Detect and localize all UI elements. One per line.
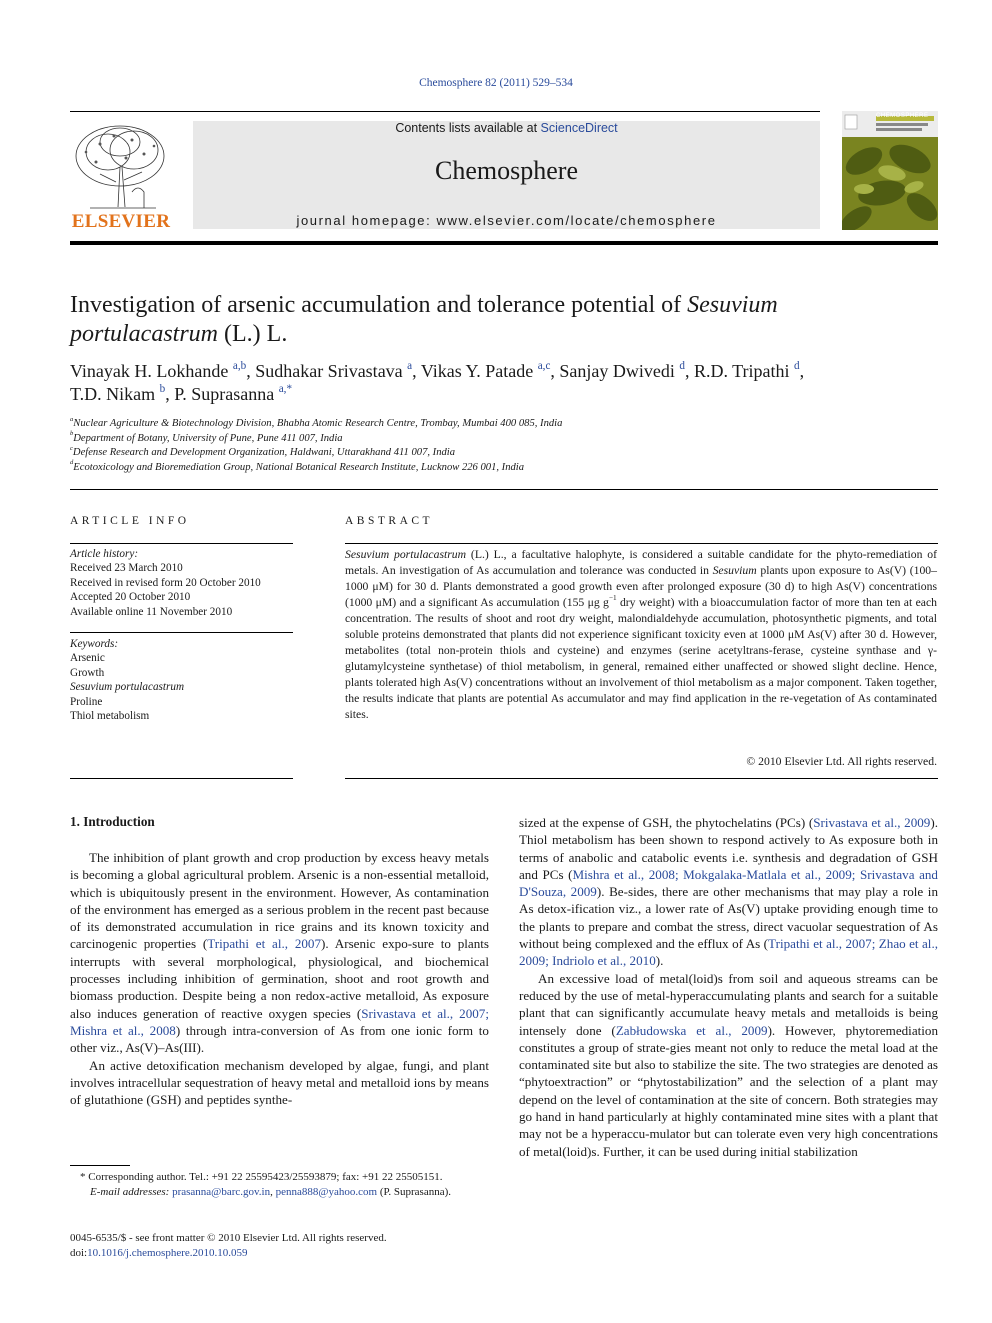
keyword: Growth (70, 666, 105, 679)
header-top-rule (70, 111, 820, 112)
affiliation-item: $^a$Nuclear Agriculture & Biotechnology Division, Bhabha Atomic Research Centre, Trombay, Mumbai 400 085, India (70, 415, 563, 429)
affiliations (70, 417, 940, 475)
sciencedirect-link[interactable]: ScienceDirect (540, 121, 618, 135)
author-list (70, 360, 940, 406)
journal-homepage[interactable]: journal homepage: www.elsevier.com/locate/chemosphere (296, 213, 717, 228)
citation-link[interactable]: Tripathi et al., 2007 (207, 936, 322, 952)
keyword: Arsenic (70, 652, 105, 665)
keyword: Thiol metabolism (70, 710, 150, 723)
paragraph: An excessive load of metal(loid)s from soil and aqueous streams can be reduced by the use of metal-hyperaccumulating plants and search for a suitable plant that can significantly accumulate heavy metals and metalloids is being intensely done (Zabłudowska et al., 2009). However, phytoremediation constitutes a group of strate-gies meant not only to reduce the metal load at the contaminated site but also to stabilize the site. The two strategies are denoted as “phytoextraction” or “phytostabilization” and the selection of a plant may depend on the level of contamination at the site of concern. Both strategies may go hand in hand particularly at highly contaminated mine sites with a plant that may not be a hyperaccu-mulator but can tolerate even very high concentrations of metal(loid)s. Further, it can be used during initial stabilization (519, 970, 939, 1159)
issn-line: 0045-6535/$ - see front matter © 2010 Elsevier Ltd. All rights reserved. (70, 1232, 387, 1244)
doi-line: doi:10.1016/j.chemosphere.2010.10.059 (70, 1247, 248, 1259)
journal-cover-image (842, 111, 938, 230)
doi-link[interactable]: 10.1016/j.chemosphere.2010.10.059 (87, 1247, 248, 1259)
paragraph: The inhibition of plant growth and crop production by excess heavy metals is becoming a global agricultural problem. Arsenic is a non-essential metalloid, which is ubiquitously present in the environment. However, As contamination of the environment has emerged as a serious problem in the recent past because of its demonstrated accumulation in rice grains and its known toxicity and carcinogenic properties (Tripathi et al., 2007). Arsenic expo-sure to plants interrupts with several morphological, physiological, and biochemical processes including inhibition of germination, shoot and root growth and biomass production. Despite being a non redox-active metalloid, As exposure also induces generation of reactive oxygen species (Srivastava et al., 2007; Mishra et al., 2008) through intra-conversion of As from one ionic form to other viz., As(V)–As(III). (70, 850, 489, 1056)
tree-icon (70, 122, 172, 214)
keywords (70, 637, 292, 723)
author: T.D. Nikam $^b$, (70, 382, 175, 404)
author: Vinayak H. Lokhande $^{a,b}$, (70, 359, 256, 381)
article-history (70, 547, 292, 619)
paragraph: An active detoxification mechanism developed by algae, fungi, and plant involves intracellular sequestration of heavy metal and metalloid ions by means of glutathione (GSH) and peptides synthe- (70, 1057, 489, 1108)
email-link[interactable]: penna888@yahoo.com (275, 1186, 378, 1198)
keyword: Sesuvium portulacastrum (70, 681, 185, 694)
abstract-rule (345, 543, 938, 544)
author: P. Suprasanna $^{a,*}$ (174, 382, 293, 404)
footnote-rule (70, 1165, 130, 1166)
abstract-text: Sesuvium portulacastrum (L.) L., a facultative halophyte, is considered a suitable candidate for the phyto-remediation of metals. An investigation of As accumulation and tolerance was conducted in Sesuvium plants upon exposure to As(V) (100–1000 μM) for 30 d. Plants demonstrated a good growth even after prolonged exposure (30 d) to high As(V) concentrations (1000 μM) and a significant As accumulation (155 μg $g^{-1}$ dry weight) with a bioaccumulation factor of more than ten at each concentration. The results of shoot and root dry weight, malondialdehyde accumulation, photosynthetic pigments, and total soluble proteins demonstrated that plants did not experience significant toxicity even at 1000 μM As(V) after 30 d. However, metabolites (total non-protein thiols and cysteine) and enzymes (serine acetyltrans-ferase, cysteine synthase and γ-glutamylcysteine synthetase) of thiol metabolism, in general, remained either unaffected or showed slight decline. Hence, plants tolerated high As(V) concentrations without an involvement of thiol metabolism as a major component. Taken together, the results indicate that plants are potential As accumulator and may find application in the re-vegetation of As contaminated sites. (345, 548, 938, 721)
author: Sudhakar Srivastava $^a$, (255, 359, 421, 381)
email-link[interactable]: prasanna@barc.gov.in (172, 1186, 271, 1198)
journal-cover-title: CHEMOSPHERE (876, 113, 929, 119)
citation-link[interactable]: Mishra et al., 2008; Mokgalaka-Matlala et al., 2009; Srivastava and D'Souza, 2009 (519, 866, 938, 900)
history-label: Article history: (70, 548, 139, 560)
article-info-rule (70, 543, 293, 544)
email-line: E-mail addresses: prasanna@barc.gov.in, penna888@yahoo.com (P. Suprasanna). (90, 1186, 451, 1198)
body-column-right (519, 814, 938, 1160)
issn-block (70, 1231, 570, 1261)
abstract-copyright: © 2010 Elsevier Ltd. All rights reserved. (746, 755, 937, 768)
affiliation-item: $^b$Department of Botany, University of Pune, Pune 411 007, India (70, 430, 343, 444)
author: Sanjay Dwivedi $^d$, (559, 359, 694, 381)
section-heading: 1. Introduction (70, 814, 155, 829)
body-column-left (70, 849, 489, 1108)
header-thick-rule (70, 241, 938, 245)
contents-line: Contents lists available at ScienceDirect (395, 121, 618, 135)
history-item: Available online 11 November 2010 (70, 605, 233, 618)
citation-link[interactable]: Srivastava et al., 2009 (813, 815, 931, 830)
corresponding-author-note: * Corresponding author. Tel.: +91 22 25595423/25593879; fax: +91 22 25505151. (80, 1171, 443, 1183)
author: R.D. Tripathi $^d$, (693, 359, 805, 381)
citation-link[interactable]: Srivastava et al., 2007; Mishra et al., 2008 (70, 1005, 489, 1038)
affiliation-item: $^c$Defense Research and Development Organization, Haldwani, Uttarakhand 411 007, India (70, 444, 456, 458)
affiliation-rule (70, 489, 938, 490)
article-title: Investigation of arsenic accumulation and tolerance potential of Sesuvium portulacastrum (L.) L. (70, 292, 778, 347)
keywords-label: Keywords: (70, 638, 119, 650)
elsevier-wordmark: ELSEVIER (71, 211, 171, 232)
footnote (70, 1170, 489, 1200)
article-info-bottom-rule (70, 778, 293, 779)
history-item: Received 23 March 2010 (70, 562, 183, 575)
abstract-bottom-rule (345, 778, 938, 779)
author: Vikas Y. Patade $^{a,c}$, (420, 359, 560, 381)
keyword: Proline (70, 695, 103, 708)
abstract-caption: ABSTRACT (345, 515, 434, 527)
paragraph: sized at the expense of GSH, the phytochelatins (PCs) (Srivastava et al., 2009). Thiol metabolism has been shown to respond actively to As exposure both in terms of anabolic and catabolic events i.e. synthesis and degradation of GSH and PCs (Mishra et al., 2008; Mokgalaka-Matlala et al., 2009; Srivastava and D'Souza, 2009). Be-sides, there are other mechanisms that may play a role in As detox-ification viz., a lower rate of As(V) uptake providing enough time to the plants to prepare and combat the stress, direct vacuolar sequestration of As without being complexed and the efflux of As (Tripathi et al., 2007; Zhao et al., 2009; Indriolo et al., 2010). (519, 815, 938, 969)
history-item: Received in revised form 20 October 2010 (70, 576, 261, 589)
history-item: Accepted 20 October 2010 (70, 591, 191, 604)
affiliation-item: $^d$Ecotoxicology and Bioremediation Group, National Botanical Research Institute, Lucknow 226 001, India (70, 459, 525, 473)
article-info-caption: ARTICLE INFO (70, 515, 190, 527)
journal-name: Chemosphere (435, 156, 578, 185)
citation-link[interactable]: Zabłudowska et al., 2009 (615, 1022, 768, 1038)
journal-citation[interactable]: Chemosphere 82 (2011) 529–534 (419, 77, 573, 89)
citation-link[interactable]: Tripathi et al., 2007; Zhao et al., 2009; Indriolo et al., 2010 (519, 936, 938, 969)
keywords-rule (70, 632, 293, 633)
